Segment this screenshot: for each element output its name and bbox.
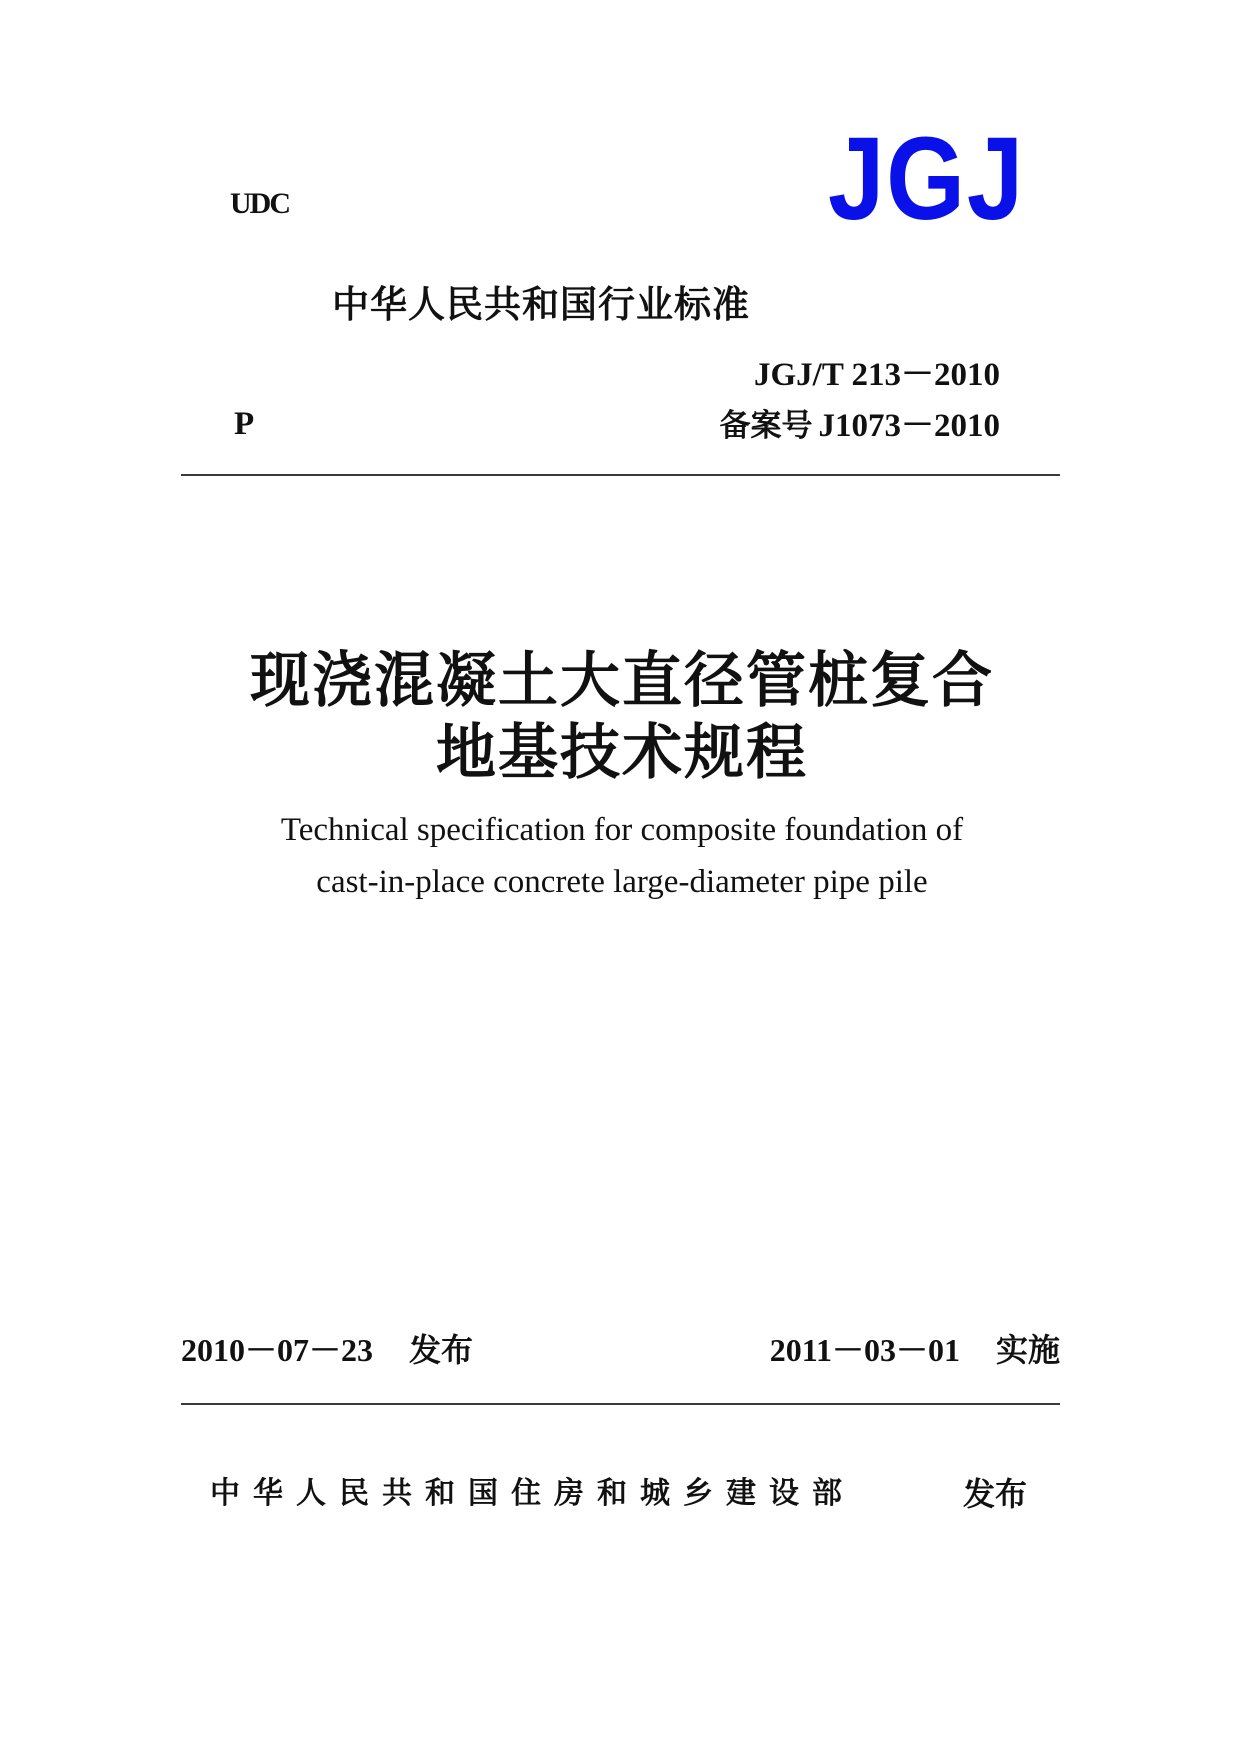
- effective-date-row: [770, 1330, 1060, 1370]
- issue-label: 发布: [409, 1331, 474, 1369]
- issue-date-row: [181, 1330, 473, 1370]
- standard-number: JGJ/T 213－2010: [753, 357, 1000, 393]
- publisher-name: 中华人民共和国住房和城乡建设部: [210, 1476, 855, 1511]
- title-cn-line-2: 地基技术规程: [436, 718, 808, 788]
- classification-code: P: [234, 406, 255, 442]
- udc-label: UDC: [230, 187, 289, 220]
- title-en-line-1: Technical specification for composite foundation of: [280, 812, 964, 848]
- record-label: 备案号: [719, 408, 813, 444]
- publish-label: 发布: [963, 1475, 1028, 1513]
- effective-label: 实施: [995, 1331, 1060, 1369]
- title-en-line-2: cast-in-place concrete large-diameter pipe pile: [316, 864, 928, 900]
- issue-date: 2010－07－23: [181, 1332, 374, 1368]
- bottom-divider: [181, 1403, 1060, 1405]
- top-divider: [181, 474, 1060, 476]
- record-number: J1073－2010: [818, 408, 1000, 444]
- effective-date: 2011－03－01: [769, 1332, 960, 1368]
- record-number-row: [720, 406, 1001, 446]
- title-cn-line-1: 现浇混凝土大直径管桩复合: [250, 646, 994, 716]
- jgj-logo: JGJ: [828, 113, 1025, 245]
- industry-standard-heading: 中华人民共和国行业标准: [332, 283, 750, 326]
